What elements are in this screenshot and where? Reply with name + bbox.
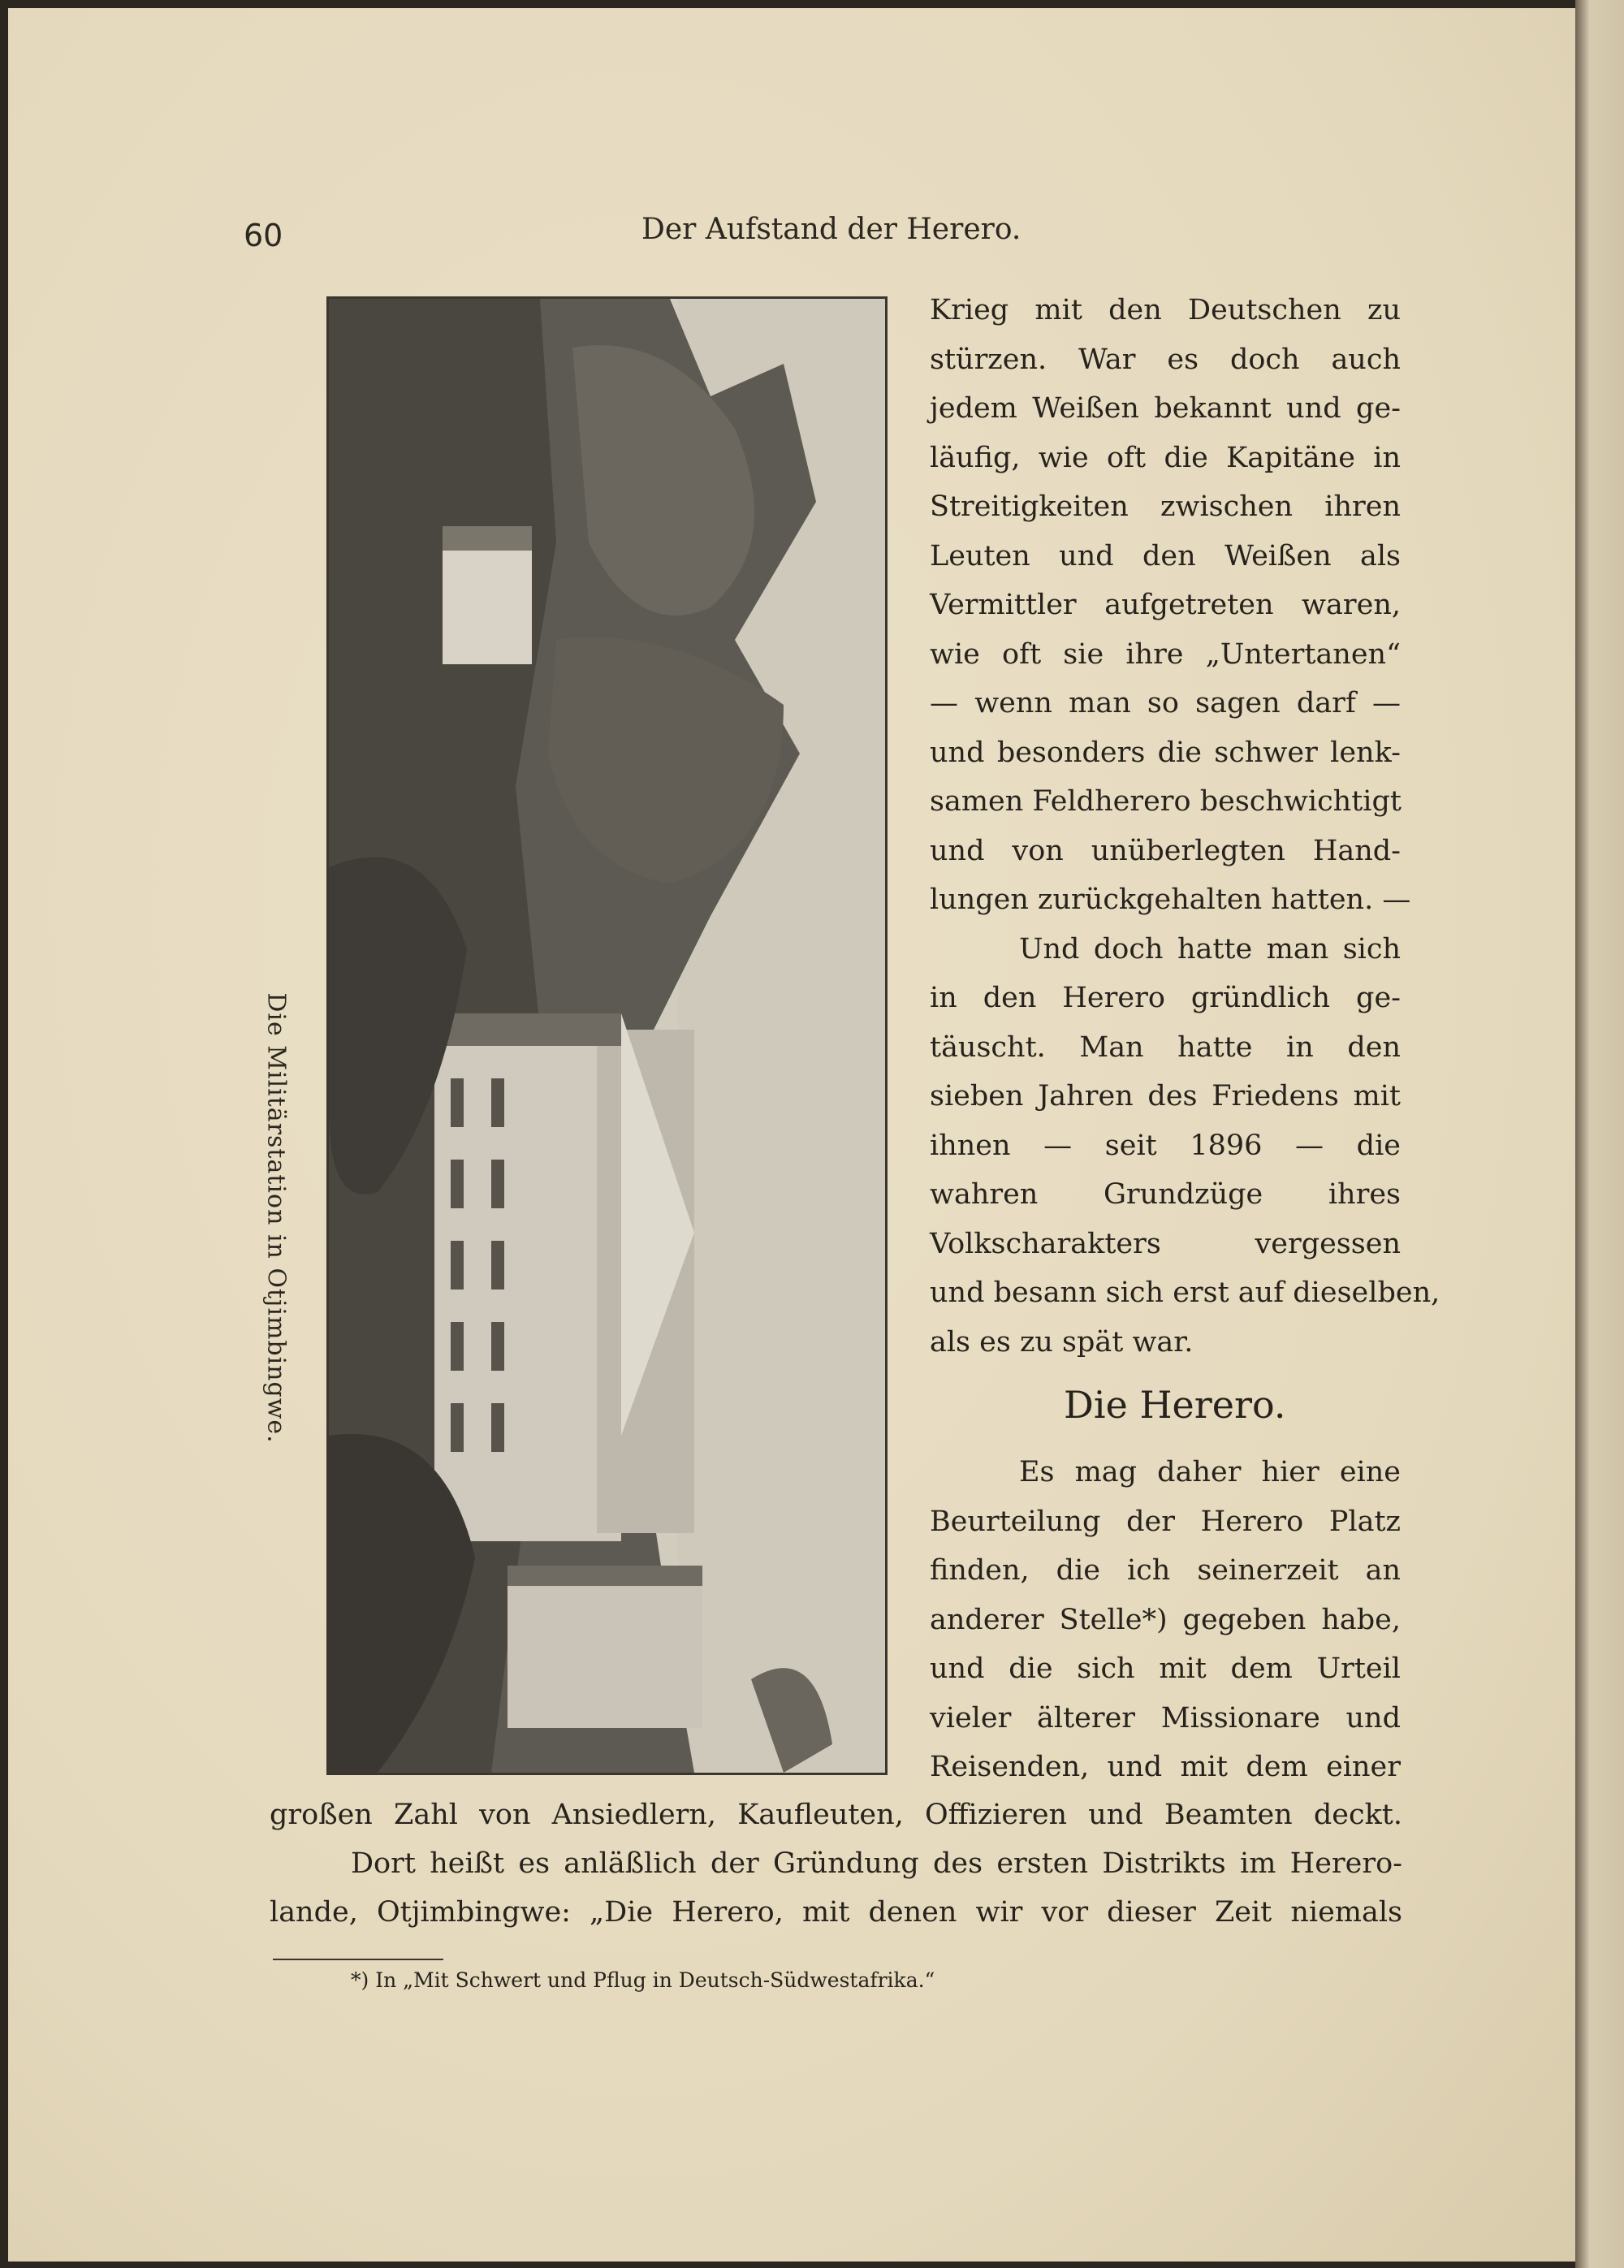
text-line: läufig, wie oft die Kapitäne in	[930, 441, 1401, 474]
text-line: lungen zurückgehalten hatten. —	[930, 883, 1411, 916]
section-heading: Die Herero.	[1064, 1383, 1286, 1427]
text-line: finden, die ich seinerzeit an	[930, 1554, 1401, 1587]
text-line: und besonders die schwer lenk-	[930, 736, 1401, 769]
text-line: und von unüberlegten Hand-	[930, 834, 1401, 867]
text-line: Reisenden, und mit dem einer	[930, 1751, 1401, 1783]
page-number: 60	[244, 218, 283, 253]
text-line: Volkscharakters vergessen	[930, 1227, 1401, 1260]
text-line: in den Herero gründlich ge-	[930, 982, 1401, 1014]
text-line: als es zu spät war.	[930, 1325, 1194, 1359]
text-line: und besann sich erst auf dieselben,	[930, 1277, 1440, 1309]
text-line: Krieg mit den Deutschen zu	[930, 294, 1401, 326]
text-line: wie oft sie ihre „Untertanen“	[930, 637, 1401, 671]
text-line: Vermittler aufgetreten waren,	[930, 589, 1401, 621]
text-line: wahren Grundzüge ihres	[930, 1178, 1401, 1211]
text-line: und die sich mit dem Urteil	[930, 1652, 1401, 1685]
text-line: ihnen — seit 1896 — die	[930, 1129, 1401, 1162]
full-width-paragraph	[270, 1791, 1402, 1937]
running-title: Der Aufstand der Herero.	[641, 213, 1021, 246]
text-line: großen Zahl von Ansiedlern, Kaufleuten, Offizieren und Beamten deckt.	[270, 1799, 1402, 1831]
text-line: Leuten und den Weißen als	[930, 539, 1401, 572]
text-line: stürzen. War es doch auch	[930, 343, 1401, 376]
text-line: sieben Jahren des Friedens mit	[930, 1080, 1401, 1112]
text-line: Es mag daher hier eine	[1019, 1456, 1401, 1488]
text-line: Und doch hatte man sich	[1019, 932, 1401, 966]
text-line: — wenn man so sagen darf —	[930, 687, 1401, 719]
text-line: anderer Stelle*) gegeben habe,	[930, 1603, 1401, 1636]
text-line: vieler älterer Missionare und	[930, 1701, 1401, 1734]
section-paragraph	[930, 1448, 1401, 1792]
photo-illustration	[329, 299, 885, 1773]
text-line: jedem Weißen bekannt und ge-	[930, 392, 1401, 425]
text-line: Streitigkeiten zwischen ihren	[930, 490, 1401, 523]
text-line: Dort heißt es anläßlich der Gründung des ersten Distrikts im Herero-	[351, 1847, 1402, 1880]
text-line: samen Feldherero beschwichtigt	[930, 785, 1402, 818]
text-line: täuscht. Man hatte in den	[930, 1030, 1401, 1064]
text-line: Beurteilung der Herero Platz	[930, 1505, 1401, 1538]
text-line: lande, Otjimbingwe: „Die Herero, mit denen wir vor dieser Zeit niemals	[270, 1896, 1402, 1929]
military-station-photo	[326, 296, 888, 1775]
footnote: *) In „Mit Schwert und Pflug in Deutsch-Südwestafrika.“	[351, 1968, 935, 1992]
page-edge	[1575, 0, 1624, 2268]
footnote-divider	[273, 1959, 443, 1960]
column-paragraphs	[930, 286, 1440, 1367]
